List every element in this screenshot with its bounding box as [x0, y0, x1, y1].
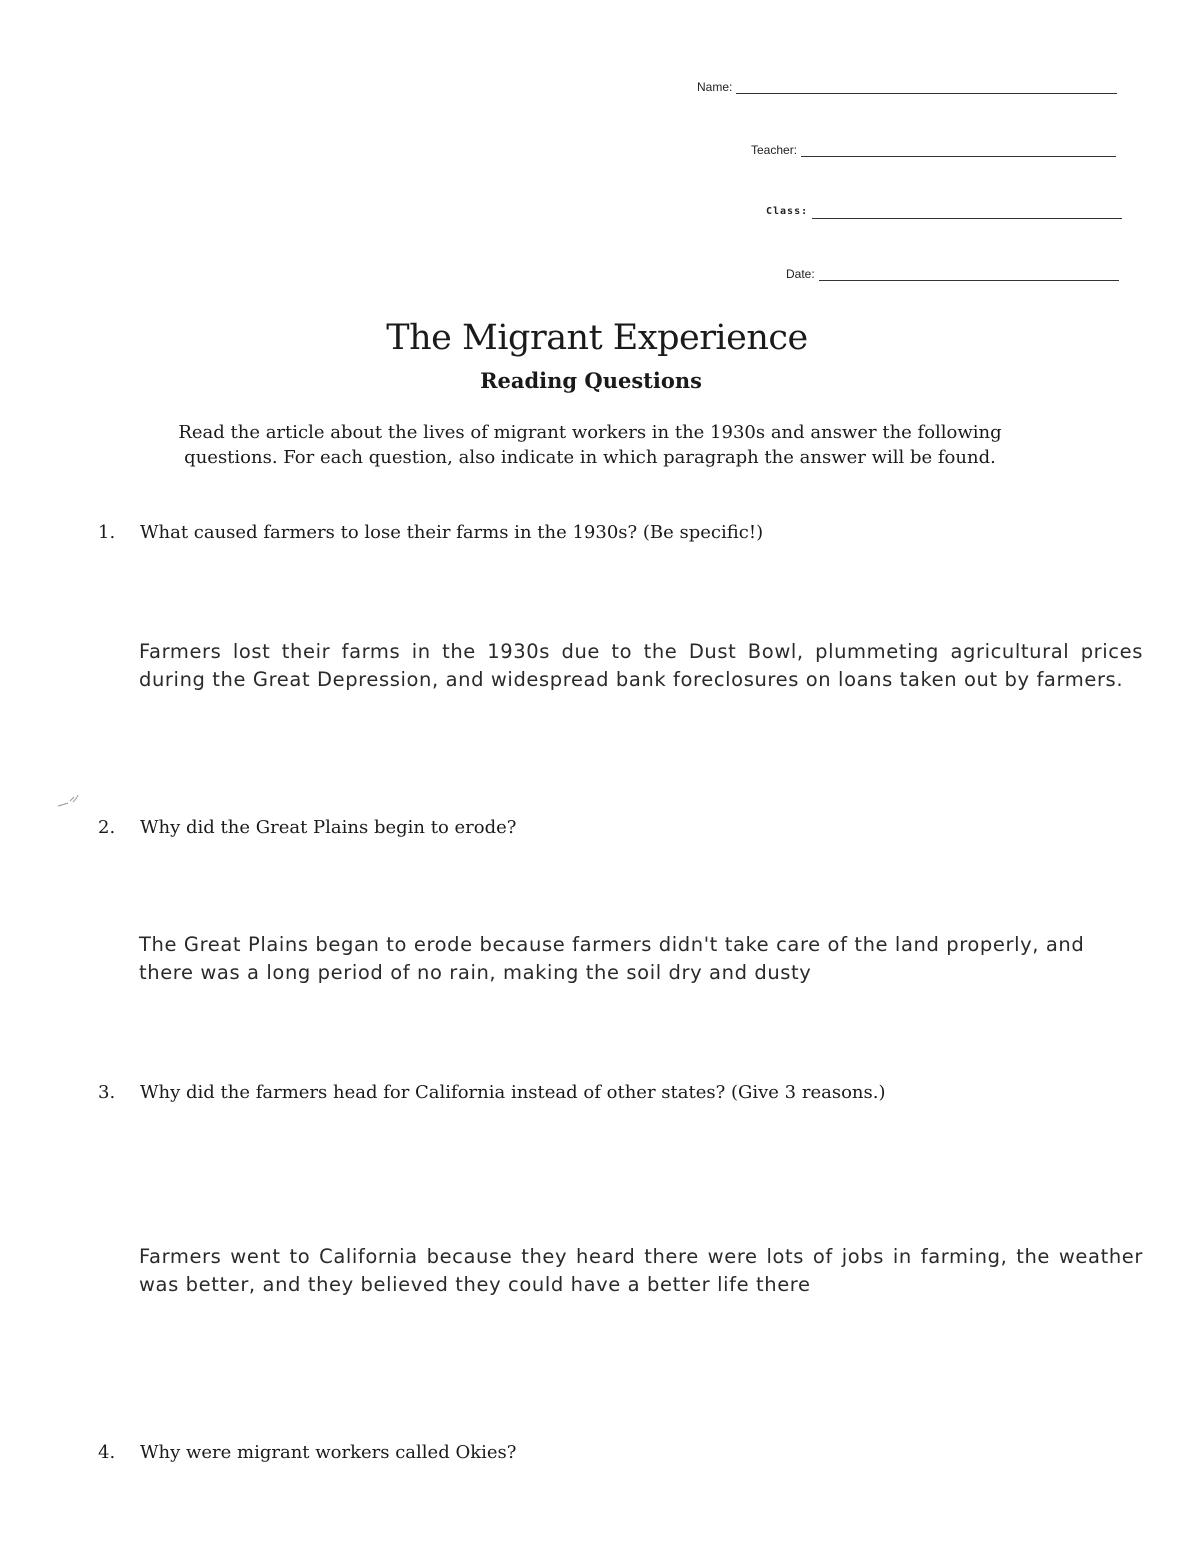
question-number: 1.: [98, 522, 116, 543]
question-2: [98, 817, 1148, 838]
question-number: 2.: [98, 817, 116, 838]
instructions-line-1: Read the article about the lives of migrant workers in the 1930s and answer the following: [178, 422, 1002, 443]
question-4: [98, 1442, 1148, 1463]
date-field[interactable]: [786, 267, 1119, 281]
teacher-field[interactable]: [751, 143, 1116, 157]
instructions-line-2: questions. For each question, also indicate in which paragraph the answer will be found.: [184, 447, 996, 468]
pen-scribble-mark: [56, 792, 80, 810]
date-label: Date:: [786, 267, 815, 281]
answer-3[interactable]: Farmers went to California because they heard there were lots of jobs in farming, the weather was better, and they believed they could have a better life there: [139, 1245, 1143, 1296]
question-1: [98, 522, 1148, 543]
question-text: Why did the farmers head for California instead of other states? (Give 3 reasons.): [140, 1082, 886, 1103]
class-line[interactable]: [812, 206, 1122, 219]
name-field[interactable]: [697, 80, 1117, 94]
class-label: Class:: [766, 206, 809, 217]
answer-1[interactable]: Farmers lost their farms in the 1930s due to the Dust Bowl, plummeting agricultural prices during the Great Depression, and widespread bank foreclosures on loans taken out by farmers.: [139, 640, 1143, 691]
page-subtitle: Reading Questions: [480, 368, 702, 393]
name-label: Name:: [697, 80, 733, 94]
page-title: The Migrant Experience: [386, 318, 808, 358]
question-number: 4.: [98, 1442, 116, 1463]
date-line[interactable]: [819, 268, 1119, 281]
question-text: Why did the Great Plains begin to erode?: [140, 817, 517, 838]
answer-2[interactable]: The Great Plains began to erode because farmers didn't take care of the land properly, and there was a long period of no rain, making the soil dry and dusty: [139, 933, 1085, 984]
question-number: 3.: [98, 1082, 116, 1103]
class-field[interactable]: [766, 205, 1122, 219]
question-3: [98, 1082, 1148, 1103]
question-text: Why were migrant workers called Okies?: [140, 1442, 517, 1463]
teacher-line[interactable]: [801, 144, 1116, 157]
name-line[interactable]: [736, 81, 1117, 94]
teacher-label: Teacher:: [751, 143, 798, 157]
instructions: [150, 420, 1030, 470]
question-text: What caused farmers to lose their farms in the 1930s? (Be specific!): [140, 522, 764, 543]
